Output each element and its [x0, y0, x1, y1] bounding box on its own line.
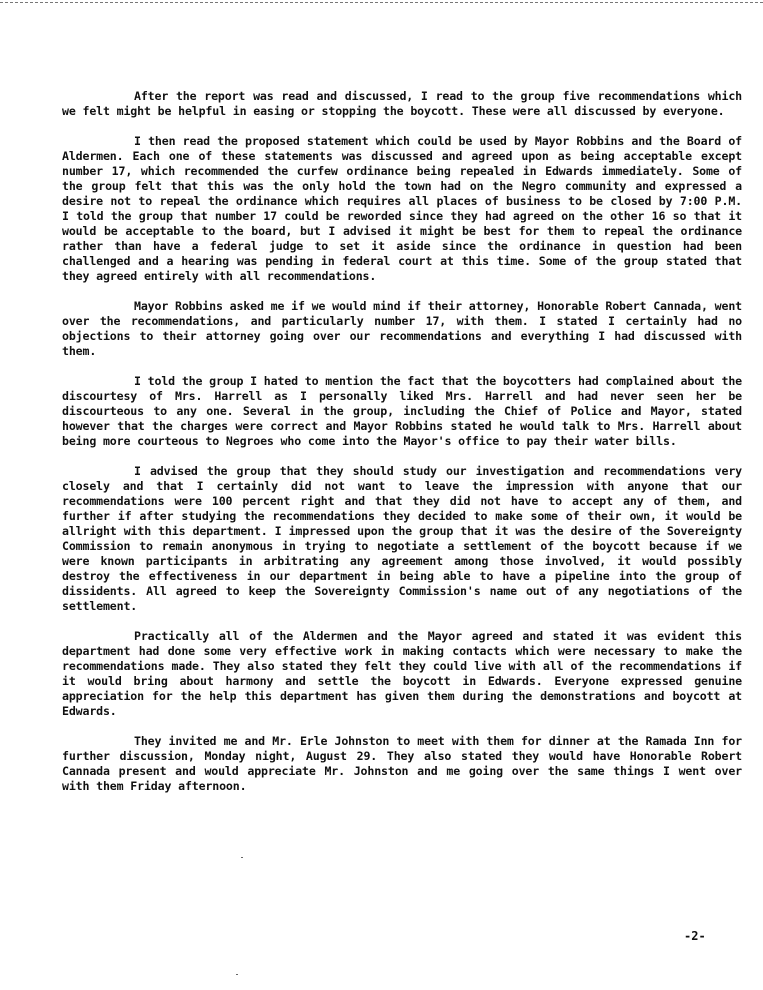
document-body — [62, 89, 742, 809]
paragraph-proposed-statement: I then read the proposed statement which could be used by Mayor Robbins and the Board of Aldermen. Each one of these statements was discussed and agreed upon as being acceptable except number 17, which recommended the curfew ordinance being repealed in Edwards immediately. Some of the group felt that this was the only hold the town had on the Negro community and expressed a desire not to repeal the ordinance which requires all places of business to be closed by 7:00 P.M. I told the group that number 17 could be reworded since they had agreed on the other 16 so that it would be acceptable to the board, but I advised it might be best for them to repeal the ordinance rather than have a federal judge to set it aside since the ordinance in question had been challenged and a hearing was pending in federal court at this time. Some of the group stated that they agreed entirely with all recommendations. — [62, 134, 742, 283]
paragraph-dinner-invitation: They invited me and Mr. Erle Johnston to meet with them for dinner at the Ramada Inn for further discussion, Monday night, August 29. They also stated they would have Honorable Robert Cannada present and would appreciate Mr. Johnston and me going over the same things I went over with them Friday afternoon. — [62, 734, 742, 793]
paragraph-aldermen-agreement: Practically all of the Aldermen and the Mayor agreed and stated it was evident this department had done some very effective work in making contacts which were necessary to make the recommendations made. They also stated they felt they could live with all of the recommendations if it would bring about harmony and settle the boycott in Edwards. Everyone expressed genuine appreciation for the help this department has given them during the demonstrations and boycott at Edwards. — [62, 629, 742, 718]
page-number: -2- — [684, 929, 706, 943]
top-border-rule — [0, 2, 763, 3]
scan-speck — [236, 974, 238, 975]
scan-speck — [241, 857, 243, 858]
paragraph-advice-anonymity: I advised the group that they should study our investigation and recommendations very closely and that I certainly did not want to leave the impression with anyone that our recommendations were 100 percent right and that they did not have to accept any of them, and further if after studying the recommendations they decided to make some of their own, it would be allright with this department. I impressed upon the group that it was the desire of the Sovereignty Commission to remain anonymous in trying to negotiate a settlement of the boycott because if we were known participants in arbitrating any agreement among those involved, it would possibly destroy the effectiveness in our department in being able to have a pipeline into the group of dissidents. All agreed to keep the Sovereignty Commission's name out of any negotiations of the settlement. — [62, 464, 742, 613]
paragraph-recommendations-read: After the report was read and discussed, I read to the group five recommendations which we felt might be helpful in easing or stopping the boycott. These were all discussed by everyone. — [62, 89, 742, 118]
paragraph-attorney-review: Mayor Robbins asked me if we would mind if their attorney, Honorable Robert Cannada, went over the recommendations, and particularly number 17, with them. I stated I certainly had no objections to their attorney going over our recommendations and everything I had discussed with them. — [62, 299, 742, 358]
paragraph-discourtesy-complaint: I told the group I hated to mention the fact that the boycotters had complained about the discourtesy of Mrs. Harrell as I personally liked Mrs. Harrell and had never seen her be discourteous to any one. Several in the group, including the Chief of Police and Mayor, stated however that the charges were correct and Mayor Robbins stated he would talk to Mrs. Harrell about being more courteous to Negroes who come into the Mayor's office to pay their water bills. — [62, 374, 742, 448]
